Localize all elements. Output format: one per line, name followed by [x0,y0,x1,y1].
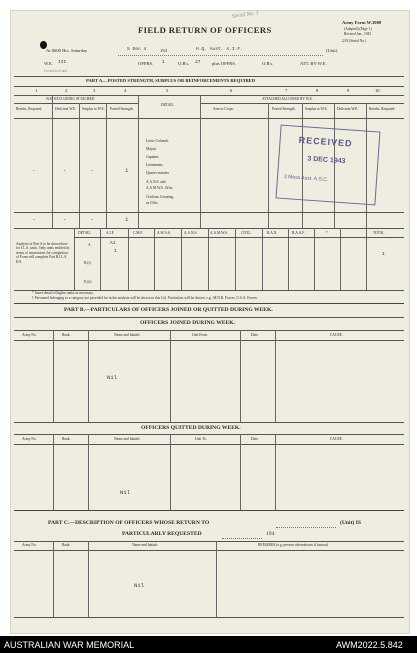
joined-vline [170,330,171,422]
quitted-cols-rule [14,444,404,445]
quitted-col: Date. [251,437,259,441]
offrs-fill: 1 [162,60,165,65]
stamp-date: 3 DEC 1943 [307,155,346,166]
analysis-row-label: B.(i) [84,261,91,265]
joined-bottom-rule [14,422,404,423]
quitted-bottom-rule [14,510,404,511]
part-c-col: Rank [62,543,70,547]
joined-col: Army No. [22,333,37,337]
part-b-top-rule [14,303,404,304]
analysis-col: C.M.F. [133,231,143,235]
ors-label: O.R's. [178,61,190,66]
joined-col: Name and Initials. [114,333,141,337]
rank-item: Civilians Counting [146,195,174,199]
analysis-col: R.A.A.F. [292,231,305,235]
quitted-heading-rule [14,434,404,435]
rank-item: Lieutenants [146,163,163,167]
part-c-unit-is: (Unit) IS [340,520,361,526]
part-a-vline [106,103,107,228]
value-deficient: - [63,167,67,174]
footer-accession: AWM2022.5.842 [336,640,403,650]
joined-entry: Nil [107,374,118,381]
form-serial: 2/43 (Serial No.) [342,39,367,43]
col-head-3: Surplus to W.E. [82,107,105,111]
joined-col: CAUSE. [330,333,343,337]
analysis-head-rule [74,237,404,238]
footnote-2: † Personnel belonging to a category not provided for in the analysis will be shown in this Col. Particulars will be shown, e.g., M.N.R. Forces, U.S.A. Forces. [32,296,258,300]
analysis-aif-value-2: 1 [114,249,117,254]
col-num-4: 4 [124,88,127,93]
stamp-unit: 2 Mess Aust. A.S.C. [283,173,329,184]
analysis-col: R.A.N. [267,231,278,235]
ors2-label: O.R's. [262,61,274,66]
part-c-col: Name and Initials [132,543,158,547]
part-c-year: 194 [266,531,275,537]
part-c-vline [216,541,217,617]
joined-col: Date. [251,333,259,337]
date-line-label: At 0600 Hrs. Saturday [46,48,88,53]
part-a-vline [79,103,80,228]
date-fill: 5 Dec 4 [127,47,147,52]
total-surplus: - [90,216,94,223]
part-c-heading-1: PART C.—DESCRIPTION OF OFFICERS WHOSE RETURN TO [48,520,210,526]
we-sub-rule-left [14,103,138,104]
col-head-4: Posted Strength. [110,107,134,111]
total-deficient: - [63,216,67,223]
col-num-1: 1 [35,88,38,93]
part-a-vline [138,95,139,228]
stamp-received: RECEIVED [298,134,353,149]
col-num-8: 8 [316,88,319,93]
part-a-vline [200,95,201,228]
joined-vline [88,330,89,422]
col-head-9: Deficient W.E. [337,107,359,111]
rank-item: as Offrs. [146,201,159,205]
part-c-date-line [222,538,262,539]
part-c-entry: Nil [134,582,145,589]
value-reinfts: - [32,167,36,174]
unit-fill: H.Q. Aust. A.I.F. [196,47,243,52]
total-posted: 1 [125,216,129,223]
joined-vline [275,330,276,422]
analysis-col: A.A.M.W.S. [210,231,228,235]
part-a-heading-rule [14,86,404,87]
quitted-vline [170,434,171,510]
location-label: Location of unit [44,69,68,73]
attached-header: ATTACHED ALLOWED BY W.E. [262,97,313,101]
joined-cols-rule [14,340,404,341]
part-a-vline [268,103,269,228]
analysis-row-label: E.(ii) [84,280,92,284]
col-num-3: 3 [93,88,96,93]
col-num-rule [14,95,404,96]
att-label: ATT. BY W.E. [300,61,327,66]
analysis-col: A.I.F. [106,231,115,235]
part-b-heading: PART B.—PARTICULARS OF OFFICERS JOINED OR QUITTED DURING WEEK. [64,307,273,313]
joined-col: Rank. [62,333,71,337]
value-posted: 1 [125,167,129,174]
quitted-vline [240,434,241,510]
ors-fill: 27 [195,60,201,65]
col-num-9: 9 [347,88,350,93]
we-fill: III [58,60,67,65]
col-head-2: Deficient W.E. [55,107,77,111]
rank-item: A.A.N.S. and [146,180,166,184]
rank-item: Lieut.-Colonels [146,139,169,143]
part-c-col: REMARKS (e.g. present whereabouts if known) [258,543,328,547]
quitted-col: Rank. [62,437,71,441]
quitted-vline [275,434,276,510]
part-c-heading-rule [14,541,404,542]
rank-item: Captains [146,155,159,159]
part-c-unit-line [276,527,336,528]
part-c-cols-rule [14,550,404,551]
col-num-10: 10 [375,88,380,93]
analysis-col: * [326,231,328,235]
col-head-1: Reinfts. Required. [16,107,43,111]
we-excl-header: W.E. EXCLUDING ATTACHED [46,97,95,101]
col-num-6: 6 [230,88,233,93]
analysis-note: Analysis of Part A to be shown here for I.L.S. units. Only units entitled in terms of instructions for completion of Form will complete Part B.I.L.S. E/S. [16,242,70,264]
we-label: W.E. [44,61,54,66]
col-num-5: 5 [166,88,169,93]
analysis-col: TOTAL [373,231,385,235]
joined-heading: OFFICERS JOINED DURING WEEK. [140,320,236,326]
quitted-entry: Nil [120,489,131,496]
part-c-col: Army No. [22,543,37,547]
analysis-top-rule [14,228,404,229]
joined-col: Unit From. [192,333,208,337]
rank-item: Majors [146,147,157,151]
col-head-6: Arm or Corps. [213,107,234,111]
part-c-vline [53,541,54,617]
total-row-rule [14,212,404,213]
offrs-label: OFFRS. [138,61,154,66]
footer-bar [0,636,417,653]
part-c-vline [88,541,89,617]
col-head-7: Posted Strength. [272,107,296,111]
army-form-number: Army Form W.3008 [342,20,382,25]
analysis-col: CIVIL. [241,231,252,235]
part-a-vline [52,95,53,228]
value-surplus: - [90,167,94,174]
handwritten-serial: Serial No. 1 [231,10,260,20]
quitted-col: Army No. [22,437,37,441]
col-head-8: Surplus to W.E. [305,107,328,111]
quitted-col: Unit To. [195,437,207,441]
rank-item: A.A.M.W.S. Offrs. [146,186,174,190]
footer-institution: AUSTRALIAN WAR MEMORIAL [4,640,135,650]
part-c-bottom-rule [14,617,404,618]
detail-header: DETAIL [161,103,174,107]
col-num-2: 2 [65,88,68,93]
analysis-total-value: 1 [382,252,385,257]
joined-vline [240,330,241,422]
analysis-col: DETAIL [78,231,91,235]
quitted-heading: OFFICERS QUITTED DURING WEEK. [141,425,241,431]
plus-offrs-label: plus OFFRS. [212,61,237,66]
part-b-heading-rule [14,317,404,318]
col-head-rule [14,118,404,119]
quitted-col: Name and Initials. [114,437,141,441]
quitted-vline [88,434,89,510]
total-reinfts: - [32,216,36,223]
analysis-row-label: A. [88,243,92,247]
form-adapted: (Adapted) (Page 1) [344,27,372,31]
unit-label: (Unit) [326,48,338,53]
footnote-1: * Insert detail of higher ranks as necessary. [32,291,94,295]
received-stamp [276,125,381,206]
col-head-10: Reinfts. Required. [369,107,396,111]
form-revised: Revised Jan., 1943 [344,32,372,36]
date-year: 194 [160,48,167,53]
analysis-col: A.A.N.S. [184,231,198,235]
rank-item: Quarter-masters [146,171,170,175]
quitted-vline [53,434,54,510]
analysis-aif-value: A1 [110,241,116,246]
joined-vline [53,330,54,422]
form-title: FIELD RETURN OF OFFICERS [138,25,272,35]
col-num-7: 7 [285,88,288,93]
analysis-col: A.W.A.S. [157,231,171,235]
joined-heading-rule [14,330,404,331]
part-a-heading: PART A.—POSTED STRENGTH, SURPLUS OR REINFORCEMENTS REQUIRED [86,78,256,83]
date-underline [118,55,323,56]
part-a-top-rule [14,76,404,77]
part-c-heading-2: PARTICULARLY REQUESTED [122,531,202,537]
quitted-col: CAUSE. [330,437,343,441]
